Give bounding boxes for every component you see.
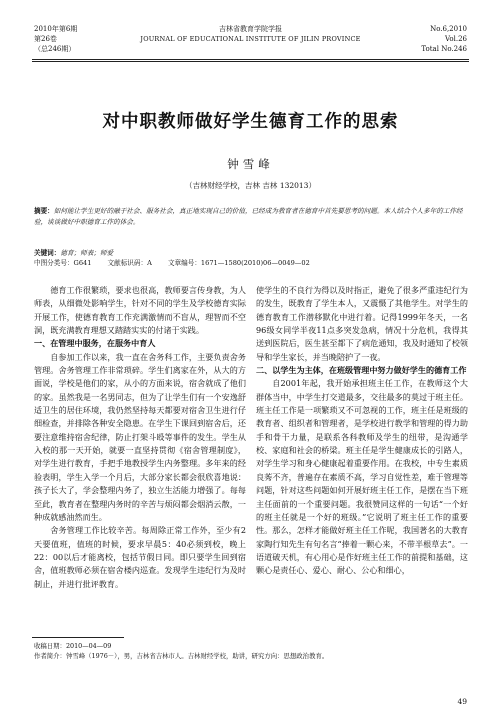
clc-number: 中图分类号：G641	[34, 259, 92, 267]
keywords-label: 关键词：	[34, 249, 61, 257]
author-affiliation: （吉林财经学校，吉林 吉林 132013）	[185, 181, 316, 190]
document-code: 文献标识码：A	[107, 259, 152, 267]
header-issue: 2010年第6期	[34, 25, 78, 33]
keywords-line	[34, 248, 468, 258]
header-rule-bottom	[32, 61, 469, 62]
author-name: 钟雪峰	[227, 157, 274, 171]
right-column	[256, 284, 468, 578]
article-meta	[34, 248, 468, 268]
author-bio: 作者简介：钟雪峰（1976－），男，吉林省吉林市人。吉林财经学校，助讲，研究方向：思想政治教育。	[34, 652, 329, 660]
header-no: No.6,2010	[430, 25, 467, 33]
header-issue-info-en	[421, 24, 467, 54]
article-title: 对中职教师做好学生德育工作的思索	[102, 112, 399, 132]
abstract-text: 如何能让学生更好的融于社会、服务社会，真正地实现自己的价值，已经成为教育者在德育中首先要思考的问题。本人结合个人多年的工作经验，谈谈做好中职德育工作的体会。	[34, 207, 463, 226]
header-volume: 第26卷	[34, 35, 57, 43]
classification-line	[34, 258, 468, 268]
received-date: 收稿日期：2010—04—09	[34, 642, 112, 650]
header-rule-top	[32, 59, 469, 60]
article-number: 文章编号：1671—1580(2010)06—0049—02	[167, 259, 310, 267]
header-vol: Vol.26	[445, 35, 467, 43]
running-header	[0, 24, 501, 64]
abstract	[34, 206, 468, 227]
section-heading: 一、在管理中服务，在服务中育人	[34, 338, 156, 349]
paragraph: 自2001年起，我开始承担班主任工作，在教师这个大群体当中，中学生打交道最多，交往最多的莫过于班主任。班主任工作是一项繁琐又不可忽视的工作，班主任是班级的教育者、组织者和管理者，是学校进行教学和管理的得力助手和骨干力量，是联系各科教师及学生的纽带，是沟通学校、家庭和社会的桥梁。班主任是学生健康成长的引路人，对学生学习和身心健康起着重要作用。在我校，中专生素质良莠不齐，普遍存在素质不高，学习自觉性差，难于管理等问题，针对这些问题如何开展好班主任工作，是摆在当下班主任面前的一个重要问题。我很赞同这样的一句话“一个好的班主任就是一个好的班级。”它说明了班主任工作的重要性。那么，怎样才能做好班主任工作呢，我国著名的大教育家陶行知先生有句名言“捧着一颗心来，不带半根草去”。一语道破天机，有心用心是作好班主任工作的前提和基础，这颗心是责任心、爱心、耐心、公心和细心，	[256, 378, 468, 576]
header-total-no: Total No.246	[421, 45, 467, 53]
left-column	[34, 284, 246, 591]
section-heading: 二、以学生为主体，在班级管理中努力做好学生的德育工作	[256, 365, 467, 376]
paragraph: 使学生的不良行为得以及时指正，避免了很多严重违纪行为的发生，既教育了学生本人，又震慑了其他学生。对学生的德育教育工作潜移默化中进行着。记得1999年冬天，一名96级女同学半夜11点多突发急病，情况十分危机，我得其送到医院后，医生甚至都下了病危通知，我及时通知了校领导和学生家长，并当晚陪护了一夜。	[256, 285, 468, 362]
footnote-rule	[32, 637, 124, 638]
page-number: 49	[457, 697, 467, 706]
paragraph: 德育工作很繁琐，要求也很高，教师要言传身教，为人师表，从细微处影响学生，针对不同的学生及学校德育实际开展工作，使德育教育工作充满激情而不盲从，理智而不空洞，既充满教育理想又踏踏实实的付诸于实践。	[34, 285, 246, 336]
paragraph: 自参加工作以来，我一直在舍务科工作，主要负责舍务管理。舍务管理工作非常琐碎。学生们离家在外，从大的方面说，学校是他们的家，从小的方面来说，宿舍就成了他们的家。虽然我是一名男同志，但为了让学生们有一个安逸舒适卫生的居住环境，我仍然坚持每天都要对宿舍卫生进行仔细检查，并排除各种安全隐患。在学生下课回到宿舍后，还要注意维持宿舍纪律，防止打架斗殴等事件的发生。学生从入校的那一天开始，就要一直坚持贯彻《宿舍管理制度》，对学生进行教育，手把手地教授学生内务整理。多年来的经验表明，学生入学一个月后，大部分家长都会很欣喜地说：孩子长大了，学会整理内务了，独立生活能力增强了。每每至此，教育者在整理内务时的辛苦与烦闷都会烟消云散，一种成就感油然而生。	[34, 351, 246, 522]
footnote	[34, 641, 468, 661]
abstract-label: 摘要：	[34, 207, 54, 215]
journal-name-en: JOURNAL OF EDUCATIONAL INSTITUTE OF JILIN PROVINCE	[140, 35, 361, 43]
paragraph: 舍务管理工作比较辛苦。每周除正常工作外，至少有2天要值班，值班的时候，要求早晨5：40必须到校，晚上22：00以后才能离校，包括节假日同。即只要学生回到宿舍，值班教师必须在宿舍楼内巡查。发现学生违纪行为及时制止，并进行批评教育。	[34, 525, 246, 589]
header-total: （总246期）	[34, 45, 76, 53]
journal-name-cn: 吉林省教育学院学报	[219, 25, 282, 33]
keywords-text: 德育；师表；师爱	[60, 249, 114, 257]
